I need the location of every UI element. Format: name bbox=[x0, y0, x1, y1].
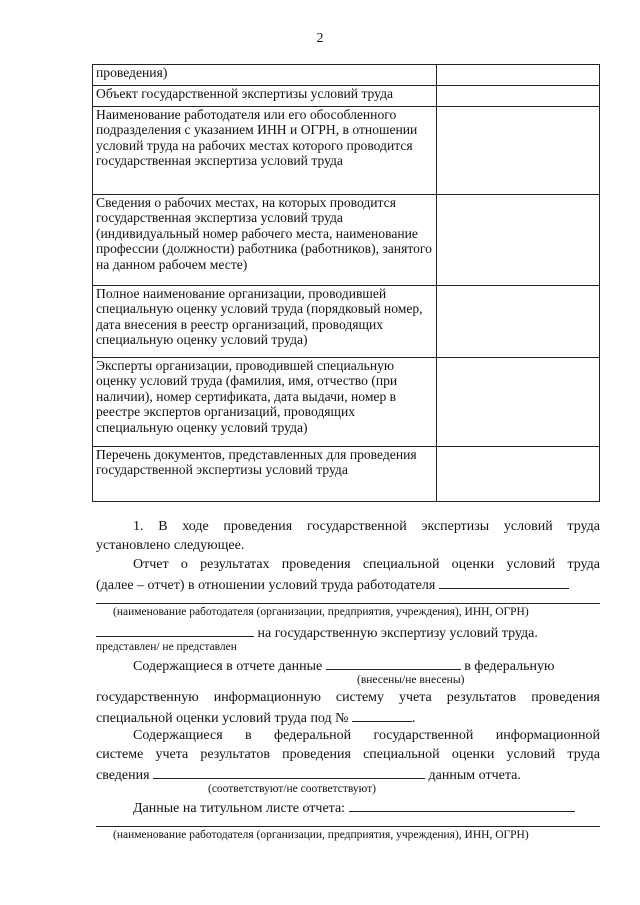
paragraph-4-text-b: данным отчета. bbox=[428, 768, 521, 783]
paragraph-1-line-2: установлено следующее. bbox=[96, 538, 245, 553]
row-value bbox=[437, 86, 600, 107]
table-row bbox=[93, 107, 600, 195]
note-employer-name-2: (наименование работодателя (организации, предприятия, учреждения), ИНН, ОГРН) bbox=[113, 829, 529, 841]
paragraph-5-line-1 bbox=[133, 799, 575, 817]
paragraph-4-line-1: Содержащиеся в федеральной государственной информационной bbox=[133, 728, 600, 743]
submitted-field[interactable] bbox=[96, 624, 254, 637]
row-value bbox=[437, 358, 600, 447]
row-label: проведения) bbox=[93, 65, 437, 86]
submitted-line bbox=[96, 624, 538, 642]
table-row bbox=[93, 447, 600, 502]
row-value bbox=[437, 65, 600, 86]
paragraph-4-line-3 bbox=[96, 766, 521, 784]
row-label: Наименование работодателя или его обособленного подразделения с указанием ИНН и ОГРН, в отношении условий труда на рабочих местах которого проводится государственная экспертиза условий труда bbox=[93, 107, 437, 195]
paragraph-3-text-c: специальной оценки условий труда под № bbox=[96, 711, 349, 726]
row-value bbox=[437, 107, 600, 195]
row-label: Объект государственной экспертизы условий труда bbox=[93, 86, 437, 107]
row-label: Полное наименование организации, проводившей специальную оценку условий труда (порядковый номер, дата внесения в реестр организаций, проводящих специальную оценку условий труда) bbox=[93, 286, 437, 358]
table-row bbox=[93, 65, 600, 86]
table-row bbox=[93, 286, 600, 358]
page-number: 2 bbox=[316, 31, 324, 46]
paragraph-1-line-1: 1. В ходе проведения государственной экспертизы условий труда bbox=[133, 519, 600, 534]
table-row bbox=[93, 358, 600, 447]
table-row bbox=[93, 86, 600, 107]
row-label: Перечень документов, представленных для проведения государственной экспертизы условий труда bbox=[93, 447, 437, 502]
submitted-text: на государственную экспертизу условий труда. bbox=[257, 626, 538, 641]
registry-number-field[interactable] bbox=[352, 709, 412, 722]
paragraph-5-text: Данные на титульном листе отчета: bbox=[133, 801, 346, 816]
note-entered: (внесены/не внесены) bbox=[357, 674, 465, 686]
paragraph-3-text-a: Содержащиеся в отчете данные bbox=[133, 659, 323, 674]
paragraph-3-line-3: специальной оценки условий труда под № . bbox=[96, 711, 416, 726]
employer-name-field[interactable] bbox=[439, 576, 569, 589]
row-label: Сведения о рабочих местах, на которых проводится государственная экспертиза условий труда (индивидуальный номер рабочего места, наименование профессии (должности) работника (работников), занятого на данном рабочем месте) bbox=[93, 195, 437, 286]
note-matches: (соответствуют/не соответствуют) bbox=[208, 783, 376, 795]
expertise-table bbox=[92, 64, 600, 502]
paragraph-2-line-1: Отчет о результатах проведения специальной оценки условий труда bbox=[133, 557, 600, 572]
note-employer-name: (наименование работодателя (организации, предприятия, учреждения), ИНН, ОГРН) bbox=[113, 606, 529, 618]
note-submitted: представлен/ не представлен bbox=[96, 641, 237, 653]
paragraph-3-line-1 bbox=[133, 657, 554, 675]
row-label: Эксперты организации, проводившей специальную оценку условий труда (фамилия, имя, отчество (при наличии), номер сертификата, дата выдачи, номер в реестре экспертов организаций, проводящих специальную оценку условий труда) bbox=[93, 358, 437, 447]
paragraph-4-line-2: системе учета результатов проведения специальной оценки условий труда bbox=[96, 747, 600, 762]
row-value bbox=[437, 195, 600, 286]
employer-name-line[interactable] bbox=[96, 603, 600, 604]
row-value bbox=[437, 447, 600, 502]
row-value bbox=[437, 286, 600, 358]
entered-field[interactable] bbox=[326, 657, 461, 670]
paragraph-3-text-b: в федеральную bbox=[464, 659, 555, 674]
paragraph-3-line-2: государственную информационную систему учета результатов проведения bbox=[96, 690, 600, 705]
paragraph-2-text: (далее – отчет) в отношении условий труда работодателя bbox=[96, 578, 436, 593]
paragraph-2-line-2 bbox=[96, 576, 569, 594]
title-page-field[interactable] bbox=[349, 799, 575, 812]
title-page-line[interactable] bbox=[96, 826, 600, 827]
table-row bbox=[93, 195, 600, 286]
paragraph-4-text-a: сведения bbox=[96, 768, 150, 783]
matches-field[interactable] bbox=[153, 766, 425, 779]
